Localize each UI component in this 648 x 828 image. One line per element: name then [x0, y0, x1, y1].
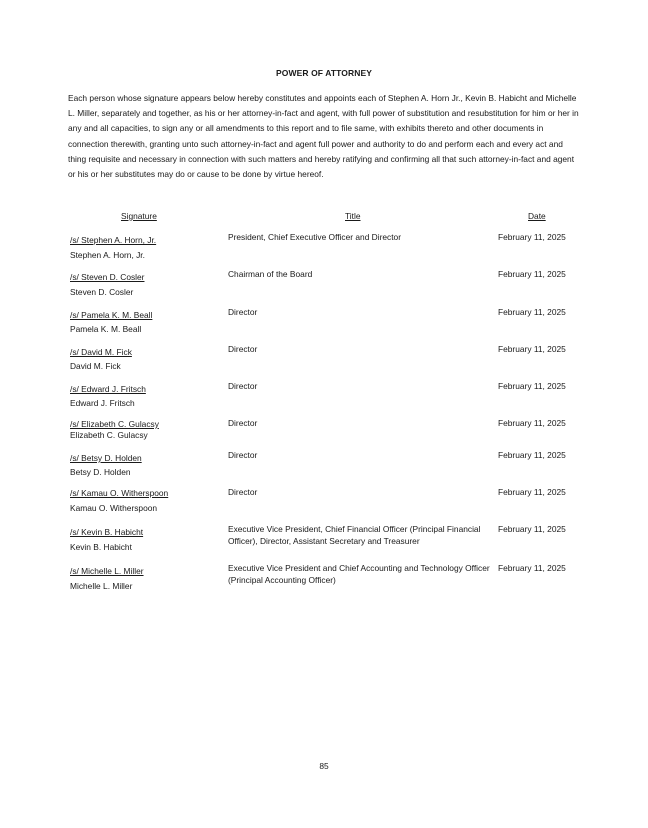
header-date: Date — [528, 211, 546, 221]
signature-line: /s/ Michelle L. Miller — [70, 566, 144, 576]
page-number: 85 — [319, 761, 329, 771]
signature-line: /s/ Steven D. Cosler — [70, 272, 145, 282]
signer-title: Director — [228, 418, 258, 428]
signer-name: Edward J. Fritsch — [70, 398, 135, 408]
signer-title: Director — [228, 344, 258, 354]
signature-line: /s/ Betsy D. Holden — [70, 453, 142, 463]
signer-title: Chairman of the Board — [228, 269, 313, 279]
signature-date: February 11, 2025 — [498, 450, 566, 460]
signer-title: Director — [228, 487, 258, 497]
signer-title: Executive Vice President, Chief Financial Officer (Principal Financial Officer), Director, Assistant Secretary and Treasurer — [228, 524, 481, 546]
signature-line: /s/ Pamela K. M. Beall — [70, 310, 153, 320]
signer-name: Michelle L. Miller — [70, 581, 133, 591]
signer-name: Kevin B. Habicht — [70, 542, 132, 552]
header-title: Title — [345, 211, 361, 221]
signer-name: Elizabeth C. Gulacsy — [70, 430, 148, 440]
signature-line: /s/ Edward J. Fritsch — [70, 384, 146, 394]
signer-title: Director — [228, 450, 258, 460]
signer-name: Kamau O. Witherspoon — [70, 503, 158, 513]
signer-title: Director — [228, 381, 258, 391]
signer-name: Pamela K. M. Beall — [70, 324, 142, 334]
signature-date: February 11, 2025 — [498, 524, 566, 534]
signature-line: /s/ Kamau O. Witherspoon — [70, 488, 169, 498]
signature-date: February 11, 2025 — [498, 269, 566, 279]
page-title: POWER OF ATTORNEY — [276, 68, 372, 78]
signature-line: /s/ David M. Fick — [70, 347, 132, 357]
signature-date: February 11, 2025 — [498, 487, 566, 497]
header-signature: Signature — [121, 211, 157, 221]
signature-date: February 11, 2025 — [498, 232, 566, 242]
signer-name: Betsy D. Holden — [70, 467, 131, 477]
signature-date: February 11, 2025 — [498, 381, 566, 391]
signer-name: David M. Fick — [70, 361, 121, 371]
signature-date: February 11, 2025 — [498, 344, 566, 354]
signature-line: /s/ Elizabeth C. Gulacsy — [70, 419, 159, 429]
signature-date: February 11, 2025 — [498, 307, 566, 317]
signer-title: Executive Vice President and Chief Accounting and Technology Officer (Principal Accounting Officer) — [228, 563, 490, 585]
signer-title: Director — [228, 307, 258, 317]
signature-line: /s/ Kevin B. Habicht — [70, 527, 144, 537]
signer-name: Stephen A. Horn, Jr. — [70, 250, 145, 260]
signer-title: President, Chief Executive Officer and Director — [228, 232, 402, 242]
signature-date: February 11, 2025 — [498, 418, 566, 428]
signer-name: Steven D. Cosler — [70, 287, 134, 297]
signature-date: February 11, 2025 — [498, 563, 566, 573]
intro-paragraph: Each person whose signature appears below hereby constitutes and appoints each of Stephen A. Horn Jr., Kevin B. Habicht and Michelle L. Miller, separately and together, as his or her attorney-in-fact and agent, with full power of substitution and resubstitution for him or her in any and all capacities, to sign any or all amendments to this report and to file same, with exhibits thereto and other documents in connection therewith, granting unto such attorney-in-fact and agent full power and authority to do and perform each and every act and thing requisite and necessary in connection with such matters and hereby ratifying and confirming all that such attorney-in-fact and agent or his or her substitutes may do or cause to be done by virtue hereof. — [68, 93, 579, 180]
signature-line: /s/ Stephen A. Horn, Jr. — [70, 235, 157, 245]
